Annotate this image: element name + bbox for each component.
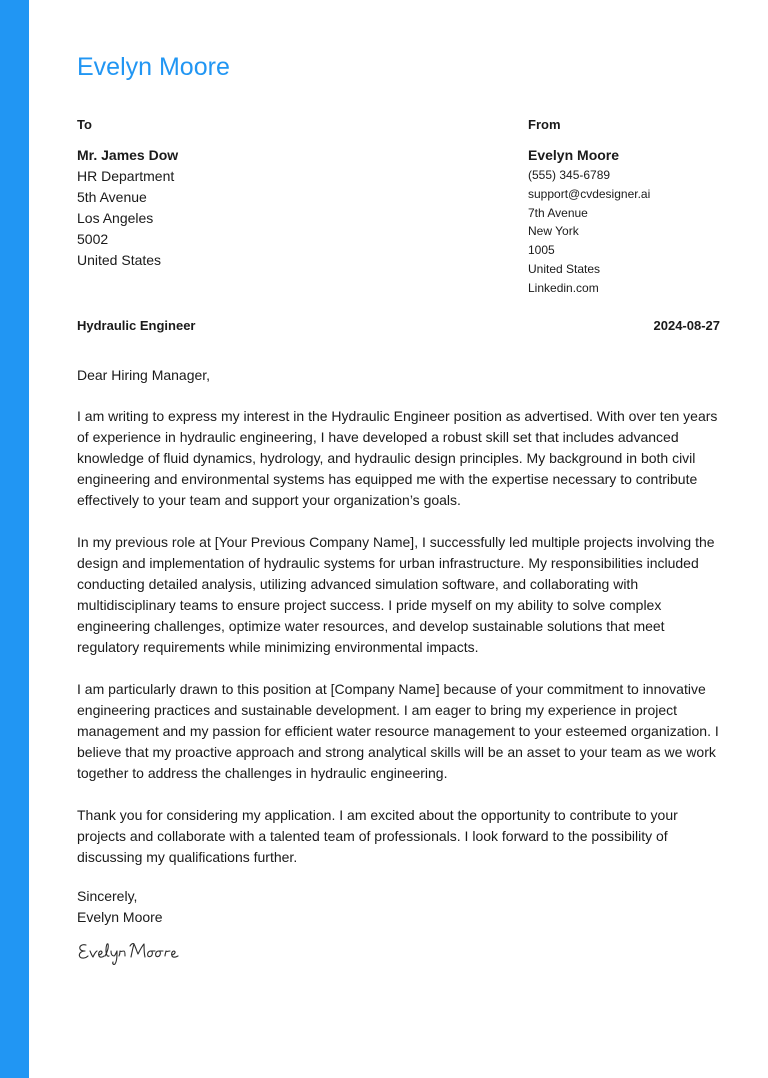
sender-block bbox=[528, 116, 720, 298]
sender-country: United States bbox=[528, 261, 601, 276]
letter-body bbox=[77, 406, 720, 889]
letter-date: 2024-08-27 bbox=[653, 318, 720, 333]
recipient-block bbox=[77, 116, 377, 271]
applicant-name-title: Evelyn Moore bbox=[77, 53, 230, 81]
body-paragraph-2: In my previous role at [Your Previous Company Name], I successfully led multiple projects involving the design and implementation of hydraulic systems for urban infrastructure. My responsibilities included conducting detailed analysis, utilizing advanced simulation software, and collaborating with multidisciplinary teams to ensure project success. I pride myself on my ability to solve complex engineering challenges, optimize water resources, and develop sustainable solutions that meet regulatory requirements while minimizing environmental impacts. bbox=[77, 534, 715, 655]
recipient-heading: To bbox=[77, 117, 92, 132]
body-paragraph-4: Thank you for considering my application. I am excited about the opportunity to contribute to your projects and collaborate with a talented team of professionals. I look forward to the possibility of discussing my qualifications further. bbox=[77, 807, 678, 865]
sender-postal-code: 1005 bbox=[528, 243, 555, 258]
recipient-country: United States bbox=[77, 252, 162, 268]
handwritten-signature bbox=[77, 938, 187, 966]
salutation: Dear Hiring Manager, bbox=[77, 367, 211, 383]
cover-letter-page bbox=[77, 0, 720, 1078]
sender-street: 7th Avenue bbox=[528, 205, 588, 220]
sender-website: Linkedin.com bbox=[528, 280, 599, 295]
accent-side-bar bbox=[0, 0, 29, 1078]
recipient-street: 5th Avenue bbox=[77, 189, 147, 205]
recipient-city: Los Angeles bbox=[77, 210, 154, 226]
subject-row bbox=[77, 317, 720, 335]
sender-email: support@cvdesigner.ai bbox=[528, 186, 651, 201]
body-paragraph-3: I am particularly drawn to this position at [Company Name] because of your commitment to innovative engineering practices and sustainable development. I am eager to bring my experience in project management and my passion for efficient water resource management to your esteemed organization. I believe that my proactive approach and strong analytical skills will be an asset to your team as we work together to address the challenges in hydraulic engineering. bbox=[77, 681, 719, 781]
body-paragraph-1: I am writing to express my interest in the Hydraulic Engineer position as advertised. With over ten years of experience in hydraulic engineering, I have developed a robust skill set that includes advanced knowledge of fluid dynamics, hydrology, and hydraulic design principles. My background in both civil engineering and environmental systems has equipped me with the expertise necessary to contribute effectively to your team and support your organization’s goals. bbox=[77, 408, 718, 508]
position-title: Hydraulic Engineer bbox=[77, 318, 196, 333]
recipient-name: Mr. James Dow bbox=[77, 147, 179, 163]
recipient-department: HR Department bbox=[77, 168, 175, 184]
recipient-postal-code: 5002 bbox=[77, 231, 109, 247]
sender-name: Evelyn Moore bbox=[528, 147, 620, 163]
signer-name: Evelyn Moore bbox=[77, 909, 163, 925]
closing-phrase: Sincerely, bbox=[77, 888, 138, 904]
sender-heading: From bbox=[528, 117, 561, 132]
sender-phone: (555) 345-6789 bbox=[528, 168, 611, 182]
sender-city: New York bbox=[528, 224, 579, 239]
closing-block bbox=[77, 886, 163, 928]
